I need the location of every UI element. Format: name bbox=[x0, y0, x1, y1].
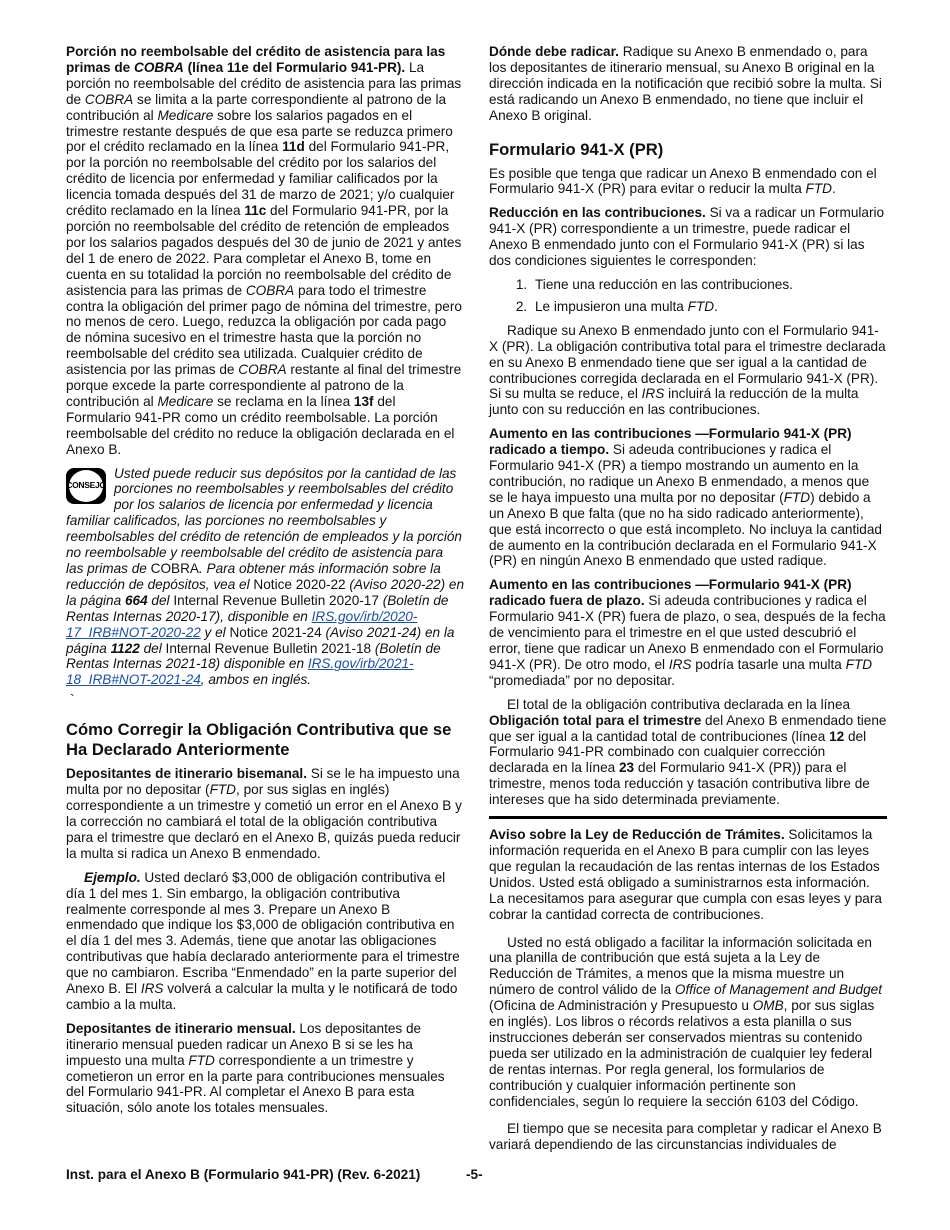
section-divider bbox=[489, 816, 887, 819]
irb-2021-18-link[interactable]: IRS.gov/irb/2021-18_IRB#NOT-2021-24 bbox=[66, 656, 414, 688]
tip-note: CONSEJO Usted puede reducir sus depósitos por la cantidad de las porciones no reembolsables y reembolsables del crédito por los salarios de licencia por enfermedad y licencia familiar calificados, las porciones no reembolsables y reembolsables del crédito de retención de empleados y la porción no reembolsable y reembolsable del crédito de asistencia para las primas de COBRA. Para obtener más información sobre la reducción de depósitos, vea el Notice 2020-22 (Aviso 2020-22) en la página 664 del Internal Revenue Bulletin 2020-17 (Boletín de Rentas Internas 2020-17), disponible en IRS.gov/irb/2020-17_IRB#NOT-2020-22 y el Notice 2021-24 (Aviso 2021-24) en la página 1122 del Internal Revenue Bulletin 2021-18 (Boletín de Rentas Internas 2021-18) disponible en IRS.gov/irb/2021-18_IRB#NOT-2021-24, ambos en inglés. bbox=[66, 465, 465, 688]
conditions-list bbox=[489, 277, 887, 315]
paragraph-total-liability: El total de la obligación contributiva declarada en la línea Obligación total para el trimestre del Anexo B enmendado tiene que ser igual a la cantidad total de contribuciones (línea 12 del Formulario 941-PR combinado con cualquier corrección declarada en la línea 23 del Formulario 941-X (PR)) para el trimestre, menos toda reducción y tasación contributiva libre de intereses que ha sido determinada previamente. bbox=[489, 696, 887, 808]
tip-icon-label: CONSEJO bbox=[66, 479, 106, 490]
paragraph-monthly-depositors: Depositantes de itinerario mensual. Los depositantes de itinerario mensual pueden radicar un Anexo B si se les ha impuesto una multa FTD correspondiente a un trimestre y cometieron un error en la parte para contribuciones mensuales del Formulario 941-PR. Al completar el Anexo B para esta situación, sólo anote los totales mensuales. bbox=[66, 1020, 445, 1116]
paragraph-lead: Porción no reembolsable del crédito de asistencia para las primas de COBRA (línea 11e del Formulario 941-PR). bbox=[66, 44, 446, 75]
list-item: 1. Tiene una reducción en las contribuciones. bbox=[531, 277, 887, 293]
paragraph-omb: Usted no está obligado a facilitar la información solicitada en una planilla de contribución que está sujeta a la Ley de Reducción de Trámites, a menos que la misma muestre un número de control válido de la Office of Management and Budget (Oficina de Administración y Presupuesto u OMB, por sus siglas en inglés). Los libros o récords relativos a esta planilla o sus instrucciones deberán ser conservados mientras su contenido pueda ser utilizado en la administración de cualquier ley federal de rentas internas. Por regla general, los formularios de contribución y cualquier información pertinente son confidenciales, según lo requiere la sección 6103 del Código. bbox=[489, 934, 882, 1109]
paragraph-increase-timely: Aumento en las contribuciones —Formulario 941-X (PR) radicado a tiempo. Si adeuda contribuciones y radica el Formulario 941-X (PR) a tiempo mostrando un aumento en la contribución, no radique un Anexo B enmendado, a menos que se le haya impuesto una multa por no depositar (FTD) debido a un Anexo B que falta (que no ha sido radicado anteriormente), que está incorrecto o que está incompleto. No incluya la cantidad de aumento en la contribución declarada en el Formulario 941-X (PR) en ningún Anexo B enmendado que usted radique. bbox=[489, 426, 882, 569]
list-item: 2. Le impusieron una multa FTD. bbox=[531, 299, 887, 315]
paragraph-cobra-nonrefundable: Porción no reembolsable del crédito de asistencia para las primas de COBRA (línea 11e del Formulario 941-PR). La porción no reembolsable del crédito de asistencia para las primas de COBRA se limita a la parte correspondiente al patrono de la contribución al Medicare sobre los salarios pagados en el trimestre restante después de que esa parte se reduzca primero por el crédito reclamado en la línea 11d del Formulario 941-PR, por la porción no reembolsable del crédito por los salarios del crédito de licencia por enfermedad y familiar calificados por la licencia tomada después del 31 de marzo de 2021; y/o cualquier crédito reclamado en la línea 11c del Formulario 941-PR, por la porción no reembolsable del crédito de retención de empleados por los salarios pagados después del 30 de junio de 2021 y antes del 1 de enero de 2022. Para completar el Anexo B, tome en cuenta en su totalidad la porción no reembolsable del crédito de asistencia para las primas de COBRA para todo el trimestre contra la obligación del primer pago de nómina del trimestre, pero no menos de cero. Luego, reduzca la obligación por cada pago de nómina sucesivo en el trimestre hasta que la porción no reembolsable del crédito sea utilizada. Cualquier crédito de asistencia por las primas de COBRA restante al final del trimestre porque excede la parte correspondiente al patrono de la contribución al Medicare se reclama en la línea 13f del Formulario 941-PR como un crédito reembolsable. La porción reembolsable del crédito no reduce la obligación declarada en el Anexo B. bbox=[66, 44, 462, 457]
stray-mark: ` bbox=[70, 692, 75, 708]
paragraph-biweekly-depositors: Depositantes de itinerario bisemanal. Si se le ha impuesto una multa por no depositar (FTD, por sus siglas en inglés) correspondiente a un trimestre y cometió un error en el Anexo B y la corrección no cambiará el total de la obligación contributiva para el trimestre que declaró en el Anexo B, quizás pueda reducir la multa si radica un Anexo B enmendado. bbox=[66, 766, 462, 861]
paragraph-file-amended: Radique su Anexo B enmendado junto con el Formulario 941-X (PR). La obligación contributiva total para el trimestre declarada en su Anexo B enmendado tiene que ser igual a la cantidad de contribuciones corregida declarada en el Formulario 941-X (PR). Si su multa se reduce, el IRS incluirá la reducción de la multa junto con su reducción en las contribuciones. bbox=[489, 322, 886, 418]
paragraph-time-needed: El tiempo que se necesita para completar y radicar el Anexo B variará dependiendo de las circunstancias individuales de bbox=[489, 1121, 882, 1153]
tip-icon bbox=[66, 468, 106, 504]
left-column bbox=[66, 44, 464, 1124]
paragraph-where-to-file: Dónde debe radicar. Radique su Anexo B enmendado o, para los depositantes de itinerario mensual, su Anexo B original en la dirección indicada en la notificación que recibió sobre la multa. Si está radicando un Anexo B enmendado, no tiene que incluir el Anexo B original. bbox=[489, 44, 882, 123]
paragraph-paperwork-notice: Aviso sobre la Ley de Reducción de Trámites. Solicitamos la información requerida en el Anexo B para cumplir con las leyes que regulan la recaudación de las rentas internas de los Estados Unidos. Usted está obligado a suministrarnos esta información. La necesitamos para asegurar que cumpla con esas leyes y para cobrar la cantidad correcta de contribuciones. bbox=[489, 827, 882, 922]
paragraph-941x-intro: Es posible que tenga que radicar un Anexo B enmendado con el Formulario 941-X (PR) para evitar o reducir la multa FTD. bbox=[489, 165, 877, 197]
paragraph-tax-decrease: Reducción en las contribuciones. Si va a radicar un Formulario 941-X (PR) correspondiente a un trimestre, puede radicar el Anexo B enmendado junto con el Formulario 941-X (PR) si las dos condiciones siguientes le corresponden: bbox=[489, 205, 885, 269]
irb-2020-17-link[interactable]: IRS.gov/irb/2020-17_IRB#NOT-2020-22 bbox=[66, 608, 418, 640]
section-heading-941x: Formulario 941-X (PR) bbox=[489, 139, 664, 159]
right-column bbox=[489, 44, 887, 1161]
paragraph-example: Ejemplo. Usted declaró $3,000 de obligación contributiva el día 1 del mes 1. Sin embargo, la obligación contributiva realmente corresponde al mes 3. Prepare un Anexo B enmendado que indique los $3,000 de obligación contributiva en el día 1 del mes 3. Además, tiene que anotar las obligaciones contributivas que había declarado anteriormente para el trimestre que no cambiaron. Escriba “Enmendado” en la parte superior del Anexo B. El IRS volverá a calcular la multa y le notificará de todo cambio a la multa. bbox=[66, 869, 460, 1012]
section-heading-corrections: Cómo Corregir la Obligación Contributiva que se Ha Declarado Anteriormente bbox=[66, 720, 452, 760]
page-number: -5- bbox=[466, 1167, 483, 1182]
footer-form-title: Inst. para el Anexo B (Formulario 941-PR) (Rev. 6-2021) bbox=[66, 1167, 421, 1182]
paragraph-increase-late: Aumento en las contribuciones —Formulario 941-X (PR) radicado fuera de plazo. Si adeuda contribuciones y radica el Formulario 941-X (PR) fuera de plazo, o sea, después de la fecha de vencimiento para el trimestre en el que usted descubrió el error, tiene que radicar un Anexo B enmendado con el Formulario 941-X (PR). De otro modo, el IRS podría tasarle una multa FTD “promediada” por no depositar. bbox=[489, 577, 886, 688]
